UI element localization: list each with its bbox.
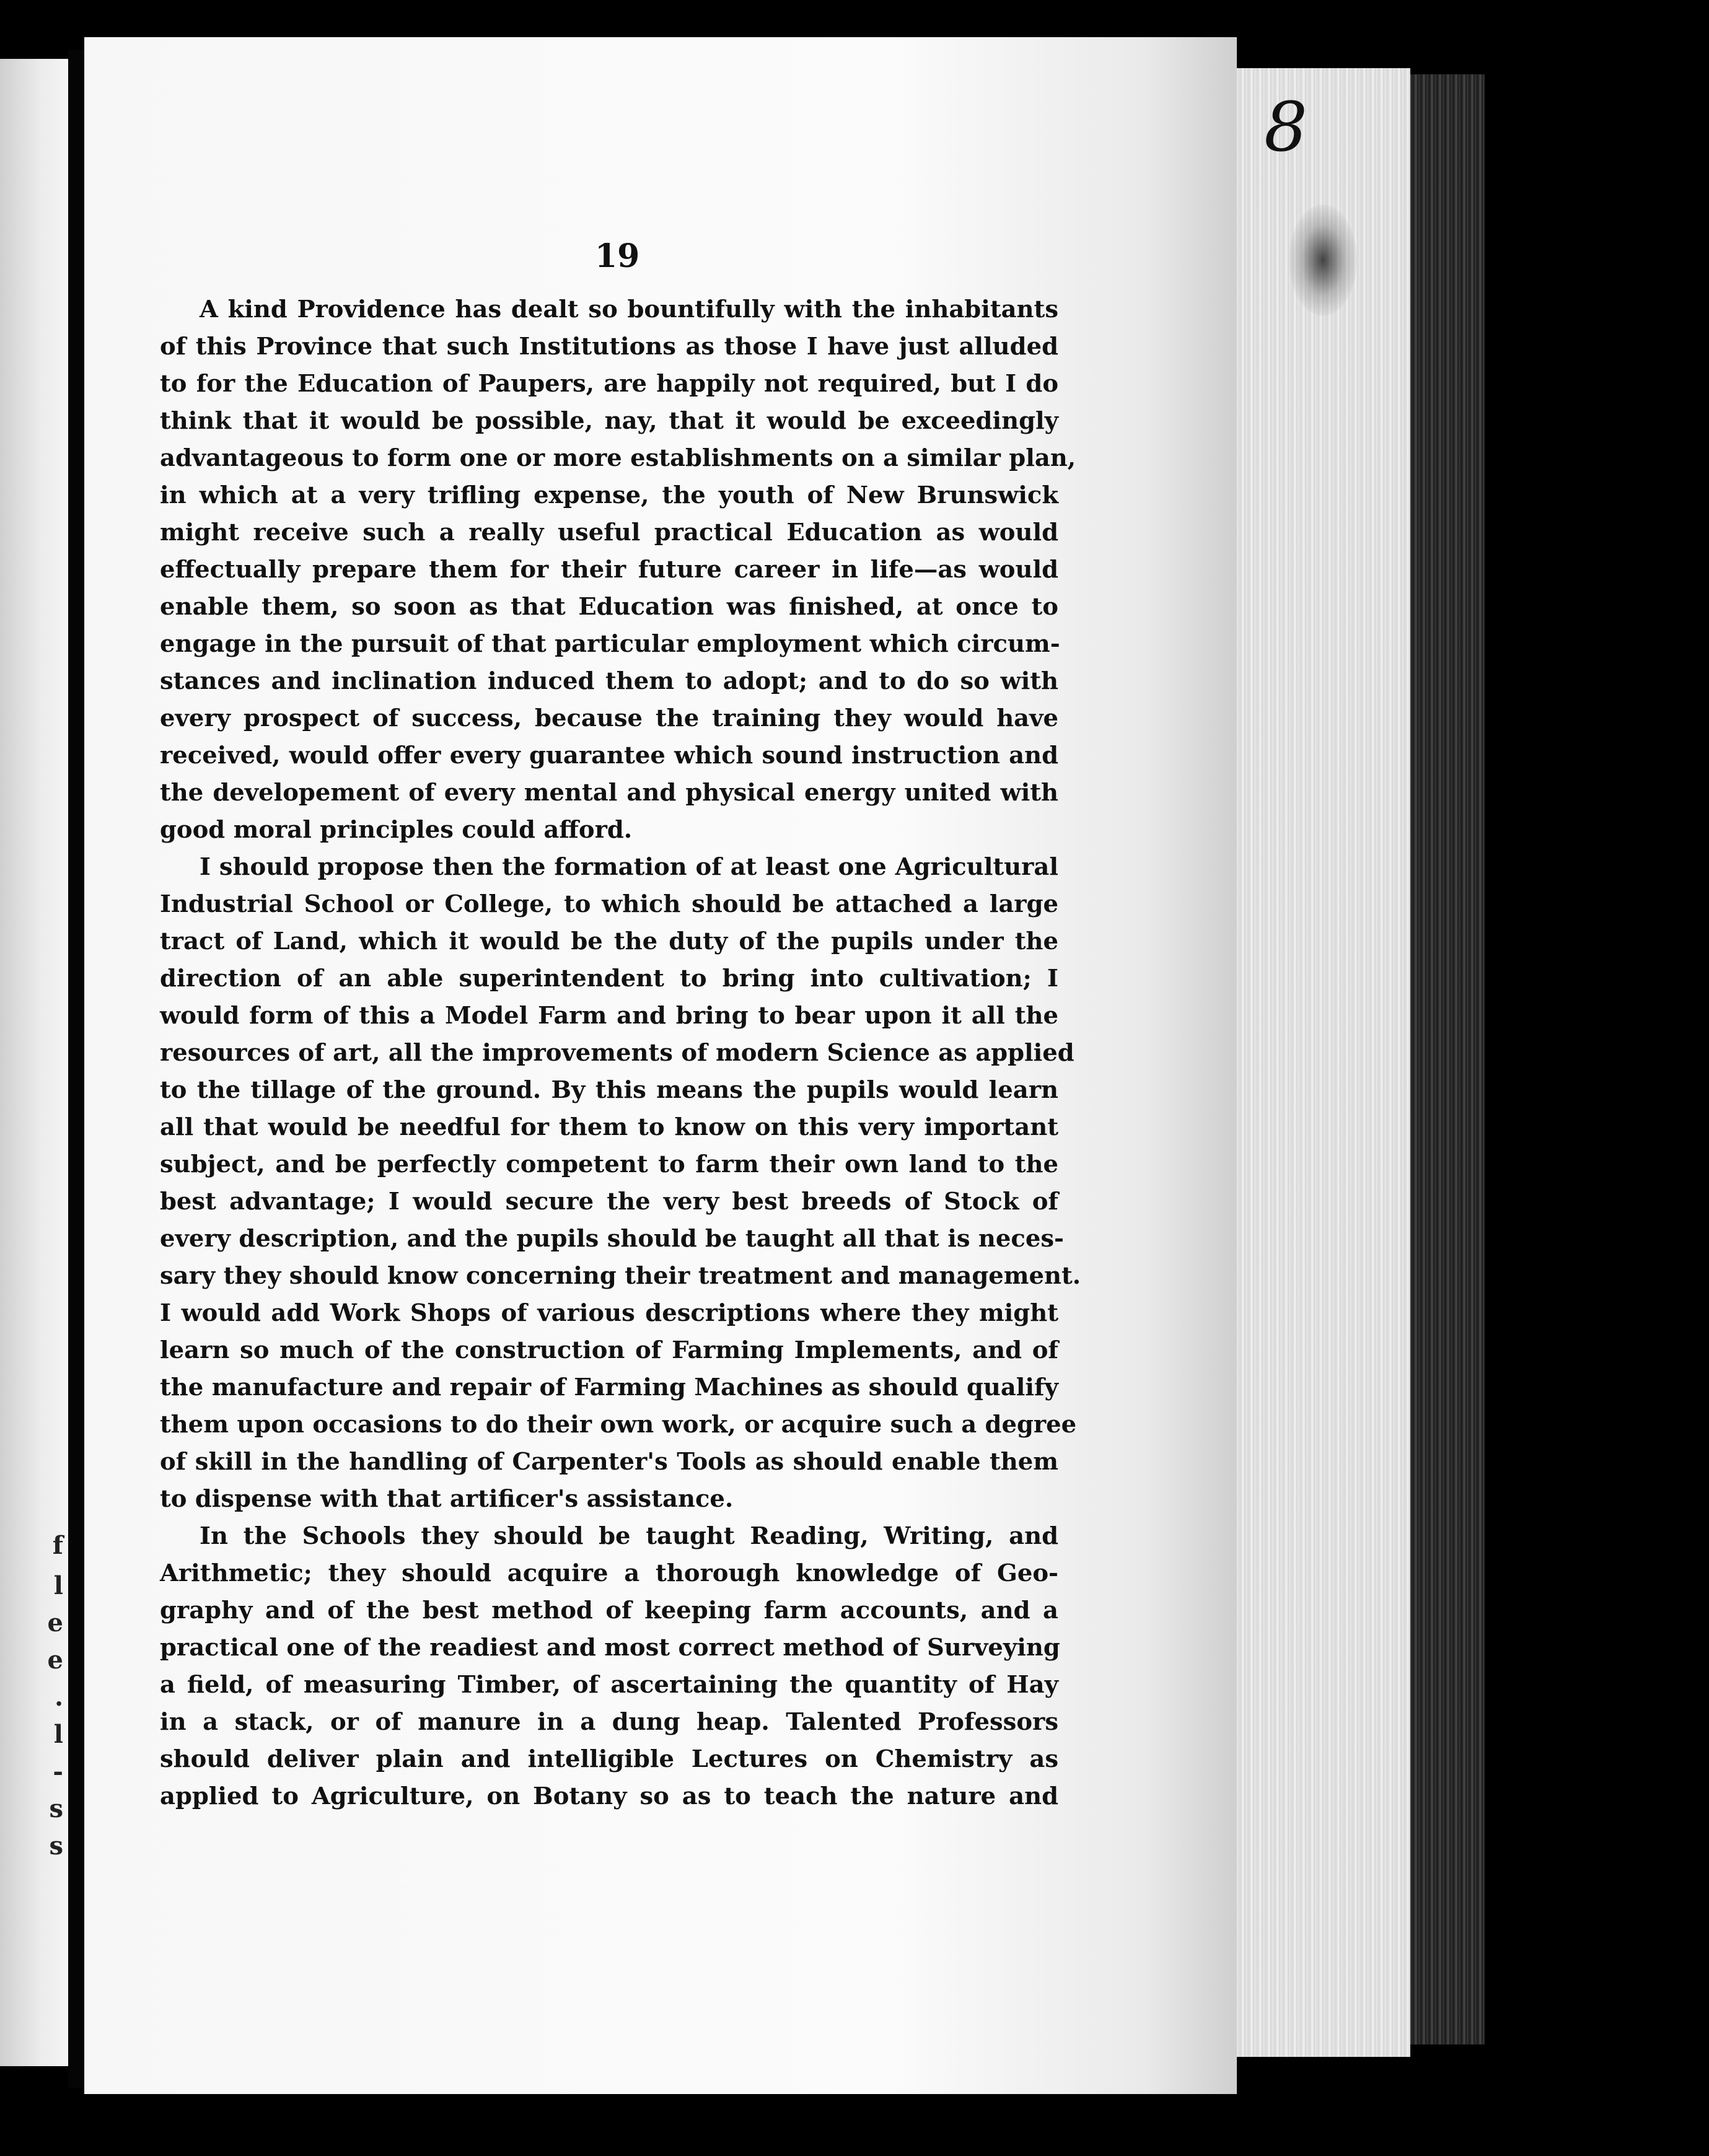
text-line: good moral principles could afford. (160, 816, 633, 844)
paragraph (160, 849, 1081, 1518)
text-line: in a stack, or of manure in a dung heap. Talented Professors (160, 1708, 1058, 1736)
fragment: - (53, 1757, 63, 1786)
page-fore-edge (1237, 68, 1410, 2057)
text-line: engage in the pursuit of that particular employment which circum- (160, 630, 1060, 658)
book-gutter (68, 50, 84, 2088)
text-line: sary they should know concerning their treatment and management. (160, 1262, 1081, 1290)
text-line: learn so much of the construction of Farming Implements, and of (160, 1336, 1058, 1364)
text-line: graphy and of the best method of keeping farm accounts, and a (160, 1597, 1058, 1624)
text-line: Industrial School or College, to which should be attached a large (160, 890, 1058, 918)
text-line: effectually prepare them for their future career in life—as would (160, 556, 1058, 584)
text-line: them upon occasions to do their own work, or acquire such a degree (160, 1411, 1077, 1439)
text-line: I should propose then the formation of at least one Agricultural (200, 853, 1058, 881)
text-line: subject, and be perfectly competent to farm their own land to the (160, 1150, 1058, 1178)
text-line: every description, and the pupils should be taught all that is neces- (160, 1225, 1064, 1253)
text-line: of this Province that such Institutions as those I have just alluded (160, 333, 1058, 361)
text-line: a field, of measuring Timber, of ascertaining the quantity of Hay (160, 1671, 1058, 1699)
ink-smudge (1289, 204, 1357, 316)
text-line: all that would be needful for them to know on this very important (160, 1113, 1058, 1141)
text-line: every prospect of success, because the training they would have (160, 704, 1058, 732)
fragment: l (53, 1571, 63, 1600)
text-line: A kind Providence has dealt so bountifully with the inhabitants (200, 296, 1058, 323)
text-line: to the tillage of the ground. By this means the pupils would learn (160, 1076, 1058, 1104)
text-line: resources of art, all the improvements of modern Science as applied (160, 1039, 1074, 1067)
text-line: tract of Land, which it would be the duty of the pupils under the (160, 927, 1058, 955)
text-line: best advantage; I would secure the very best breeds of Stock of (160, 1188, 1058, 1216)
text-line: to for the Education of Paupers, are happily not required, but I do (160, 370, 1058, 398)
fragment: s (49, 1831, 63, 1860)
text-line: to dispense with that artificer's assistance. (160, 1485, 734, 1513)
text-line: enable them, so soon as that Education was finished, at once to (160, 593, 1058, 621)
fragment: . (55, 1683, 63, 1712)
fragment: f (52, 1531, 63, 1560)
fragment: s (49, 1794, 63, 1823)
text-line: applied to Agriculture, on Botany so as to teach the nature and (160, 1782, 1058, 1810)
page-number: 19 (595, 237, 640, 275)
text-line: of skill in the handling of Carpenter's Tools as should enable them (160, 1448, 1058, 1476)
fragment: e (47, 1645, 63, 1675)
text-line: might receive such a really useful practical Education as would (160, 519, 1058, 546)
text-line: advantageous to form one or more establishments on a similar plan, (160, 444, 1076, 472)
page-fore-edge-shadow (1410, 74, 1485, 2044)
previous-page-text-fragments (0, 0, 68, 2156)
text-line: stances and inclination induced them to adopt; and to do so with (160, 667, 1058, 695)
fragment: l (53, 1720, 63, 1749)
text-line: Arithmetic; they should acquire a thorough knowledge of Geo- (160, 1559, 1058, 1587)
body-text (160, 291, 1081, 1815)
scan-background (1485, 0, 1709, 2156)
paragraph (160, 1518, 1058, 1815)
text-line: the developement of every mental and physical energy united with (160, 779, 1058, 807)
text-line: would form of this a Model Farm and bring to bear upon it all the (160, 1002, 1058, 1030)
text-line: think that it would be possible, nay, that it would be exceedingly (160, 407, 1058, 435)
text-line: practical one of the readiest and most correct method of Surveying (160, 1634, 1060, 1662)
paragraph (160, 291, 1076, 849)
text-line: In the Schools they should be taught Reading, Writing, and (200, 1522, 1058, 1550)
text-line: direction of an able superintendent to bring into cultivation; I (160, 965, 1058, 993)
text-line: in which at a very trifling expense, the youth of New Brunswick (160, 481, 1058, 509)
text-line: I would add Work Shops of various descriptions where they might (160, 1299, 1058, 1327)
text-line: the manufacture and repair of Farming Machines as should qualify (160, 1374, 1058, 1401)
text-line: received, would offer every guarantee which sound instruction and (160, 742, 1058, 769)
text-line: should deliver plain and intelligible Lectures on Chemistry as (160, 1745, 1058, 1773)
fragment: e (47, 1608, 63, 1637)
handwritten-folio-mark: 8 (1264, 87, 1307, 167)
